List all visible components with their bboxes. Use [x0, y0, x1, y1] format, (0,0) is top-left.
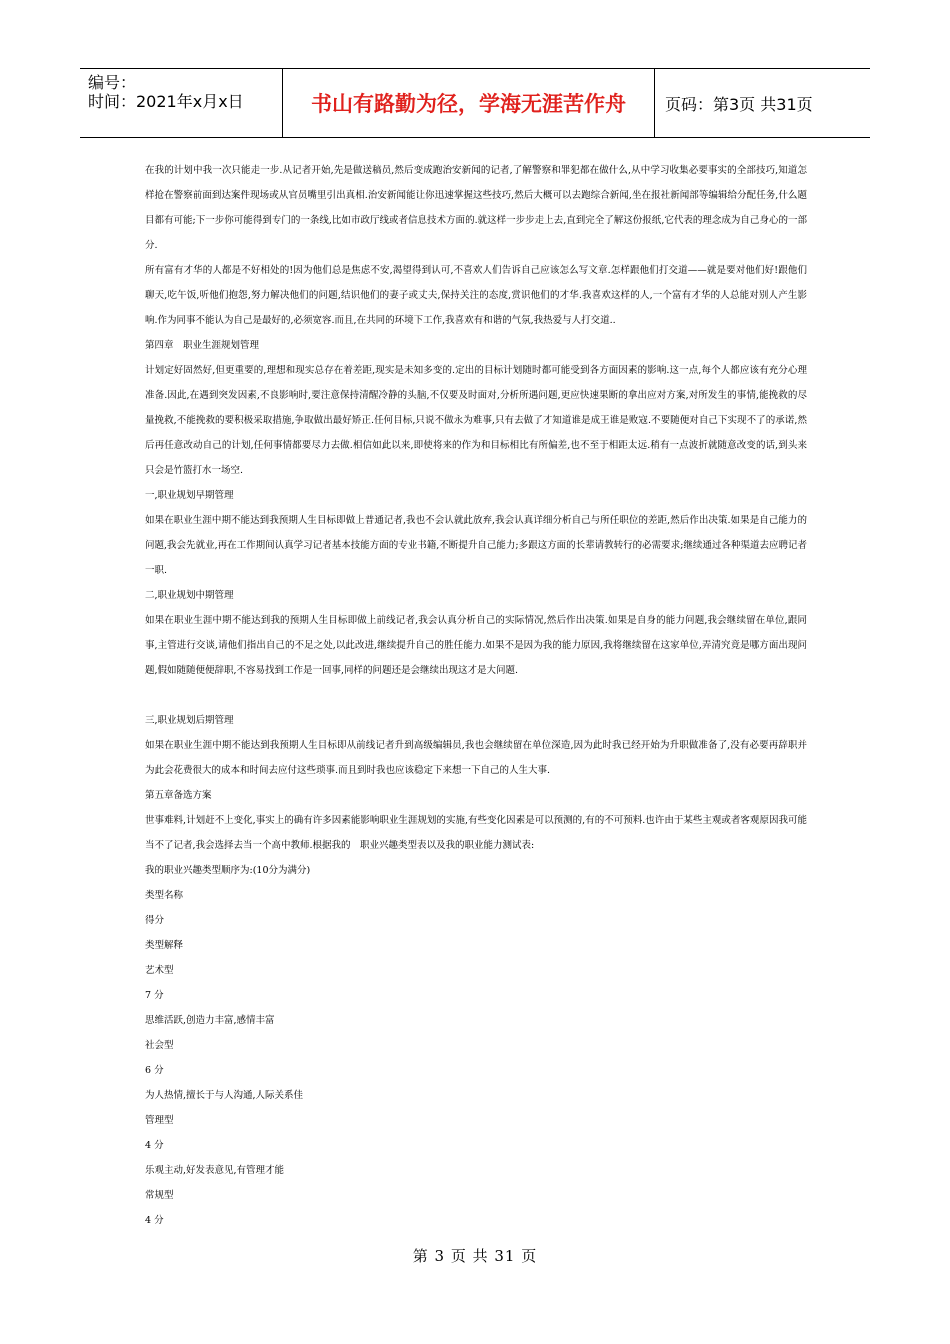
table-line: 艺术型	[145, 965, 174, 976]
section-heading: 三,职业规划后期管理	[145, 715, 234, 726]
date-label: 时间：2021年x月x日	[88, 92, 244, 111]
table-line: 类型名称	[145, 890, 184, 901]
table-line: 类型解释	[145, 940, 184, 951]
table-line: 社会型	[145, 1040, 174, 1051]
section-heading: 一,职业规划早期管理	[145, 490, 234, 501]
table-line: 为人热情,擅长于与人沟通,人际关系佳	[145, 1090, 304, 1101]
spacer	[145, 683, 807, 708]
page-header	[80, 68, 870, 138]
table-line: 思维活跃,创造力丰富,感情丰富	[145, 1015, 275, 1026]
paragraph: 在我的计划中我一次只能走一步.从记者开始,先是做送稿员,然后变成跑治安新闻的记者,了解警察和罪犯都在做什么,从中学习收集必要事实的全部技巧,知道怎样抢在警察前面到达案件现场或从官员嘴里引出真相.治安新闻能让你迅速掌握这些技巧,然后大概可以去跑综合新闻,坐在报社新闻部等编辑给分配任务,什么题目都有可能;下一步你可能得到专门的一条线,比如市政厅线或者信息技术方面的.就这样一步步走上去,直到完全了解这份报纸,它代表的理念成为自己身心的一部分.	[145, 165, 807, 251]
interest-intro: 我的职业兴趣类型顺序为:(10分为满分)	[145, 865, 311, 876]
table-line: 乐观主动,好发表意见,有管理才能	[145, 1165, 285, 1176]
table-line: 常规型	[145, 1190, 174, 1201]
paragraph: 计划定好固然好,但更重要的,理想和现实总存在着差距,现实是未知多变的.定出的目标计划随时都可能受到各方面因素的影响.这一点,每个人都应该有充分心理准备.因此,在遇到突发因素,不良影响时,要注意保持清醒冷静的头脑,不仅要及时面对,分析所遇问题,更应快速果断的拿出应对方案,对所发生的事情,能挽救的尽量挽救,不能挽救的要积极采取措施,争取做出最好矫正.任何目标,只说不做永为难事,只有去做了才知道谁是成王谁是败寇.不要随便对自己下实现不了的承诺,然后再任意改动自己的计划,任何事情都要尽力去做.相信如此以来,即使将来的作为和目标相比有所偏差,也不至于相距太远.稍有一点波折就随意改变的话,到头来只会是竹篮打水一场空.	[145, 365, 807, 476]
table-line: 管理型	[145, 1115, 174, 1126]
chapter-heading: 第四章 职业生涯规划管理	[145, 340, 260, 351]
table-line: 6 分	[145, 1065, 164, 1076]
page-footer: 第 3 页 共 31 页	[412, 1247, 538, 1265]
table-line: 7 分	[145, 990, 164, 1001]
paragraph: 如果在职业生涯中期不能达到我预期人生目标即做上普通记者,我也不会认就此放弃,我会认真详细分析自己与所任职位的差距,然后作出决策.如果是自己能力的问题,我会先就业,再在工作期间认真学习记者基本技能方面的专业书籍,不断提升自己能力;多跟这方面的长辈请教转行的必需要求;继续通过各种渠道去应聘记者一职.	[145, 515, 807, 576]
paragraph: 世事难料,计划赶不上变化,事实上的确有许多因素能影响职业生涯规划的实施,有些变化因素是可以预测的,有的不可预料.也许由于某些主观或者客观原因我可能当不了记者,我会选择去当一个高中教师.根据我的 职业兴趣类型表以及我的职业能力测试表:	[145, 815, 807, 851]
code-label: 编号：	[88, 73, 137, 92]
header-left-cell	[80, 69, 282, 137]
table-line: 得分	[145, 915, 165, 926]
paragraph: 如果在职业生涯中期不能达到我预期人生目标即从前线记者升到高级编辑员,我也会继续留在单位深造,因为此时我已经开始为升职做准备了,没有必要再辞职并为此会花费很大的成本和时间去应付这些琐事.而且到时我也应该稳定下来想一下自己的人生大事.	[145, 740, 807, 776]
paragraph: 如果在职业生涯中期不能达到我的预期人生目标即做上前线记者,我会认真分析自己的实际情况,然后作出决策.如果是自身的能力问题,我会继续留在单位,跟同事,主管进行交谈,请他们指出自己的不足之处,以此改进,继续提升自己的胜任能力.如果不是因为我的能力原因,我将继续留在这家单位,弄清究竟是哪方面出现问题,假如随随便便辞职,不容易找到工作是一回事,同样的问题还是会继续出现这才是大问题.	[145, 615, 807, 676]
document-body	[145, 158, 807, 1233]
motto: 书山有路勤为径，学海无涯苦作舟	[282, 69, 655, 137]
section-heading: 二,职业规划中期管理	[145, 590, 234, 601]
chapter-heading: 第五章备选方案	[145, 790, 212, 801]
paragraph: 所有富有才华的人都是不好相处的!因为他们总是焦虑不安,渴望得到认可,不喜欢人们告诉自己应该怎么写文章.怎样跟他们打交道——就是要对他们好!跟他们聊天,吃午饭,听他们抱怨,努力解决他们的问题,结识他们的妻子或丈夫,保持关注的态度,赏识他们的才华.我喜欢这样的人,一个富有才华的人总能对别人产生影响.作为同事不能认为自己是最好的,必须宽容.而且,在共同的环境下工作,我喜欢有和谐的气氛,我热爱与人打交道..	[145, 265, 807, 326]
table-line: 4 分	[145, 1215, 164, 1226]
header-page-info: 页码：第3页 共31页	[665, 94, 813, 114]
table-line: 4 分	[145, 1140, 164, 1151]
